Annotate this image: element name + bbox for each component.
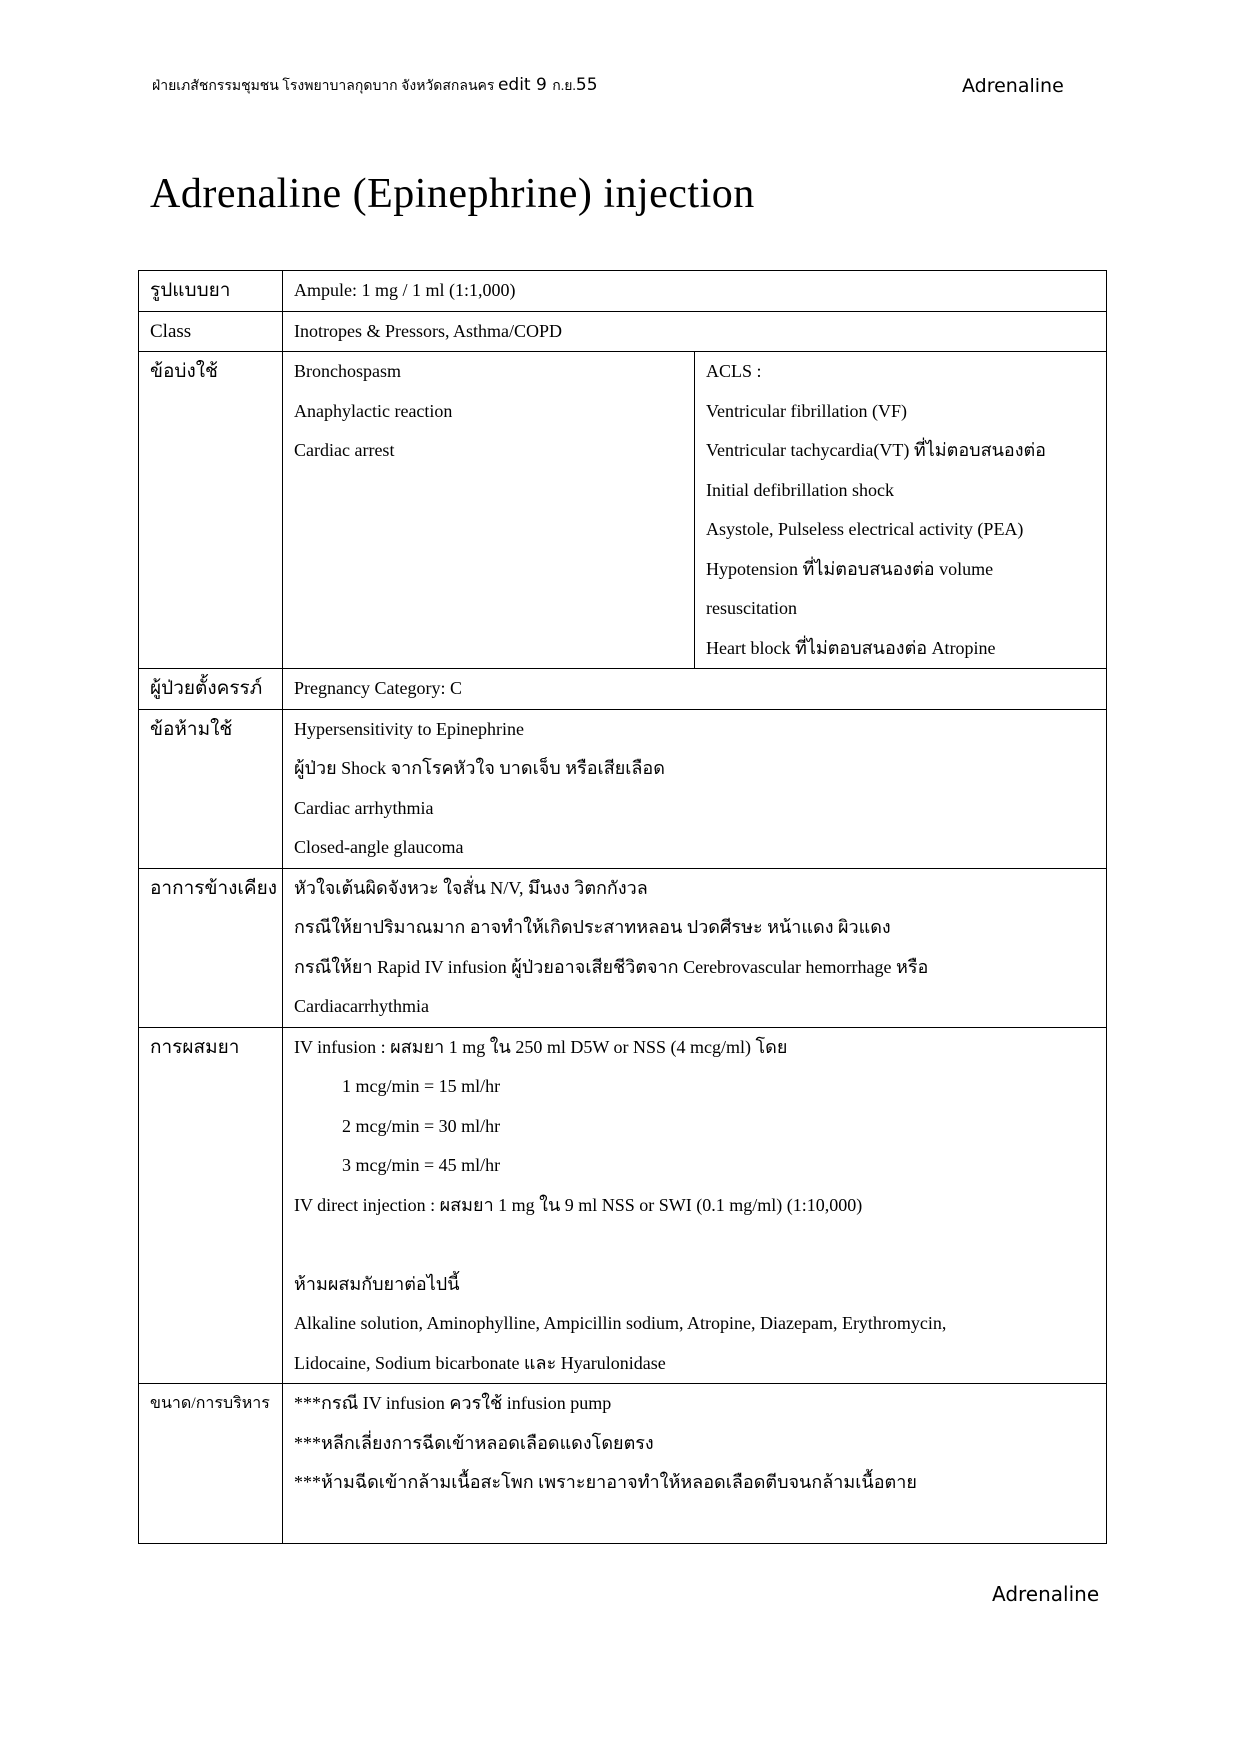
acls-item: Initial defibrillation shock xyxy=(706,479,894,500)
value-dosage-form: Ampule: 1 mg / 1 ml (1:1,000) xyxy=(283,271,1107,312)
acls-item: Heart block ที่ไม่ตอบสนองต่อ Atropine xyxy=(706,637,996,658)
row-mixing xyxy=(139,1027,1107,1384)
row-administration xyxy=(139,1384,1107,1544)
contraindication-item: Cardiac arrhythmia xyxy=(294,797,434,818)
header-date-num: 55 xyxy=(575,75,598,95)
rate-item: 2 mcg/min = 30 ml/hr xyxy=(342,1115,501,1136)
page-header-org xyxy=(152,75,598,97)
iv-infusion-line: IV infusion : ผสมยา 1 mg ใน 250 ml D5W or NSS (4 mcg/ml) โดย xyxy=(294,1036,788,1057)
label-contraindications: ข้อห้ามใช้ xyxy=(139,709,283,868)
acls-item: resuscitation xyxy=(706,598,797,618)
label-class: Class xyxy=(139,311,283,352)
side-effect-item: กรณีให้ยา Rapid IV infusion ผู้ป่วยอาจเสียชีวิตจาก Cerebrovascular hemorrhage หรือ xyxy=(294,956,929,977)
label-administration: ขนาด/การบริหาร xyxy=(139,1384,283,1544)
rate-item: 3 mcg/min = 45 ml/hr xyxy=(342,1155,501,1175)
iv-direct-line: IV direct injection : ผสมยา 1 mg ใน 9 ml NSS or SWI (0.1 mg/ml) (1:10,000) xyxy=(294,1194,863,1215)
value-administration xyxy=(283,1384,1107,1544)
acls-item: Hypotension ที่ไม่ตอบสนองต่อ volume xyxy=(706,558,994,579)
incompat-line: Lidocaine, Sodium bicarbonate และ Hyarulonidase xyxy=(294,1352,666,1373)
label-side-effects: อาการข้างเคียง xyxy=(139,868,283,1027)
header-date-thai: ก.ย. xyxy=(552,79,576,94)
acls-item: Ventricular fibrillation (VF) xyxy=(706,400,907,421)
incompat-line: Alkaline solution, Aminophylline, Ampicillin sodium, Atropine, Diazepam, Erythromycin, xyxy=(294,1313,947,1333)
indication-item: Anaphylactic reaction xyxy=(294,400,453,421)
indication-item: Bronchospasm xyxy=(294,361,401,381)
drug-info-table xyxy=(138,270,1107,1544)
contraindication-item: Closed-angle glaucoma xyxy=(294,837,464,857)
value-class: Inotropes & Pressors, Asthma/COPD xyxy=(283,311,1107,352)
acls-item: Asystole, Pulseless electrical activity (PEA) xyxy=(706,519,1024,539)
acls-heading: ACLS : xyxy=(706,361,762,381)
side-effect-item: หัวใจเต้นผิดจังหวะ ใจสั่น N/V, มึนงง วิตกกังวล xyxy=(294,877,648,898)
label-pregnancy: ผู้ป่วยตั้งครรภ์ xyxy=(139,669,283,710)
blank-line xyxy=(294,1225,1095,1265)
contraindication-item: ผู้ป่วย Shock จากโรคหัวใจ บาดเจ็บ หรือเสียเลือด xyxy=(294,758,665,778)
header-org-text: ฝ่ายเภสัชกรรมชุมชน โรงพยาบาลกุดบาก จังหวัดสกลนคร xyxy=(152,79,495,94)
rate-item: 1 mcg/min = 15 ml/hr xyxy=(342,1076,501,1096)
row-indications xyxy=(139,352,1107,669)
page-title: Adrenaline (Epinephrine) injection xyxy=(150,171,755,217)
row-contraindications xyxy=(139,709,1107,868)
contraindication-item: Hypersensitivity to Epinephrine xyxy=(294,718,524,739)
label-indications: ข้อบ่งใช้ xyxy=(139,352,283,669)
row-class xyxy=(139,311,1107,352)
acls-item: Ventricular tachycardia(VT) ที่ไม่ตอบสนองต่อ xyxy=(706,440,1046,460)
footer-drug-name: Adrenaline xyxy=(992,1582,1100,1606)
header-edit: edit 9 xyxy=(497,75,553,95)
row-pregnancy xyxy=(139,669,1107,710)
value-mixing xyxy=(283,1027,1107,1384)
side-effect-item: Cardiacarrhythmia xyxy=(294,996,429,1016)
row-side-effects xyxy=(139,868,1107,1027)
label-dosage-form: รูปแบบยา xyxy=(139,271,283,312)
admin-item: ***หลีกเลี่ยงการฉีดเข้าหลอดเลือดแดงโดยตรง xyxy=(294,1432,654,1453)
label-mixing: การผสมยา xyxy=(139,1027,283,1384)
value-contraindications xyxy=(283,709,1107,868)
value-side-effects xyxy=(283,868,1107,1027)
side-effect-item: กรณีให้ยาปริมาณมาก อาจทำให้เกิดประสาทหลอน ปวดศีรษะ หน้าแดง ผิวแดง xyxy=(294,917,891,937)
indications-right xyxy=(695,352,1107,669)
header-drug-name: Adrenaline xyxy=(962,75,1064,97)
value-pregnancy: Pregnancy Category: C xyxy=(283,669,1107,710)
incompat-title: ห้ามผสมกับยาต่อไปนี้ xyxy=(294,1273,460,1294)
admin-item: ***ห้ามฉีดเข้ากล้ามเนื้อสะโพก เพราะยาอาจทำให้หลอดเลือดตีบจนกล้ามเนื้อตาย xyxy=(294,1472,917,1492)
indication-item: Cardiac arrest xyxy=(294,440,395,460)
admin-item: ***กรณี IV infusion ควรใช้ infusion pump xyxy=(294,1393,612,1413)
indications-left xyxy=(283,352,695,669)
row-dosage-form xyxy=(139,271,1107,312)
